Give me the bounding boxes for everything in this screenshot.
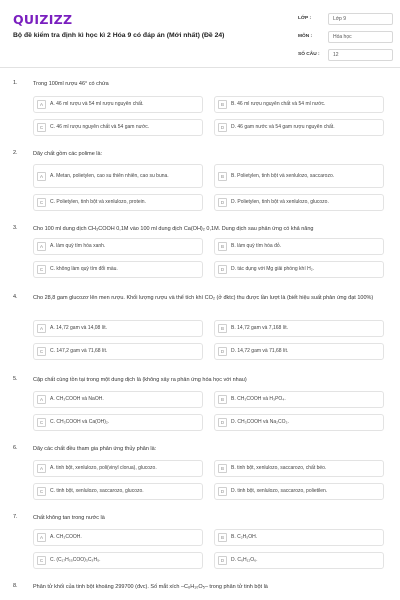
meta-row-subject: [298, 30, 393, 43]
option-a[interactable]: [33, 320, 203, 337]
option-c[interactable]: [33, 343, 203, 360]
option-letter: D: [218, 418, 227, 427]
option-letter: D: [218, 347, 227, 356]
option-c[interactable]: [33, 194, 203, 211]
option-letter: A: [37, 100, 46, 109]
option-text: A. CH₃COOH.: [50, 534, 82, 540]
option-text: D. tinh bột, xenlulozo, saccarozo, polietilen.: [231, 488, 328, 494]
question-text: Cho 28,8 gam glucozơ lên men rượu. Khối lượng rượu và thể tích khí CO₂ (ở đktc) thu được lần lượt là (biết hiệu suất phản ứng đạt 100%): [33, 295, 374, 301]
option-text: D. tác dụng với Mg giải phóng khí H₂.: [231, 266, 315, 272]
question-number: 3.: [13, 225, 18, 231]
option-a[interactable]: [33, 460, 203, 477]
option-letter: D: [218, 265, 227, 274]
question-number: 1.: [13, 80, 18, 86]
option-b[interactable]: [214, 96, 384, 113]
question-text: Dãy các chất đều tham gia phản ứng thủy phân là:: [33, 446, 157, 452]
option-text: B. 14,72 gam và 7,168 lít.: [231, 325, 288, 331]
option-text: A. 14,72 gam và 14,08 lít.: [50, 325, 107, 331]
option-text: B. làm quỳ tím hóa đỏ.: [231, 243, 282, 249]
option-letter: B: [218, 100, 227, 109]
option-text: D. C₆H₁₂O₆.: [231, 557, 258, 563]
option-text: B. C₂H₅OH.: [231, 534, 258, 540]
option-letter: D: [218, 198, 227, 207]
meta-row-count: [298, 48, 393, 61]
option-letter: C: [37, 123, 46, 132]
option-letter: B: [218, 464, 227, 473]
meta-label: SỐ CÂU :: [298, 52, 320, 57]
worksheet-header: [0, 0, 400, 68]
question-number: 4.: [13, 294, 18, 300]
option-text: B. tinh bột, xenlulozo, saccarozo, chất béo.: [231, 465, 327, 471]
option-text: C. tinh bột, xenlulozo, saccarozo, glucozo.: [50, 488, 144, 494]
worksheet-meta: [298, 12, 393, 66]
option-letter: C: [37, 347, 46, 356]
option-text: C. không làm quỳ tím đổi màu.: [50, 266, 118, 272]
option-b[interactable]: [214, 391, 384, 408]
question-number: 5.: [13, 376, 18, 382]
option-text: D. CH₃COOH và Na₂CO₃.: [231, 419, 289, 425]
option-letter: A: [37, 395, 46, 404]
option-text: C. 46 ml rượu nguyên chất và 54 gam nước.: [50, 124, 150, 130]
meta-value-subject: Hóa học: [328, 31, 393, 43]
option-text: B. 46 ml rượu nguyên chất và 54 ml nước.: [231, 101, 326, 107]
option-letter: B: [218, 533, 227, 542]
option-b[interactable]: [214, 164, 384, 188]
meta-value-class: Lớp 9: [328, 13, 393, 25]
option-letter: B: [218, 242, 227, 251]
option-d[interactable]: [214, 194, 384, 211]
option-letter: D: [218, 487, 227, 496]
option-text: D. 14,72 gam và 71,68 lít.: [231, 348, 289, 354]
option-letter: B: [218, 172, 227, 181]
question-text: Cho 100 ml dung dịch CH₃COOH 0,1M vào 100 ml dung dịch Ca(OH)₂ 0,1M. Dung dịch sau phản ứng có khả năng: [33, 226, 314, 232]
meta-label: LỚP :: [298, 16, 312, 21]
option-letter: A: [37, 242, 46, 251]
option-c[interactable]: [33, 552, 203, 569]
question-text: Dãy chất gồm các polime là:: [33, 151, 103, 157]
option-text: B. CH₃COOH và H₃PO₄.: [231, 396, 286, 402]
option-text: C. (C₁₇H₃₅COO)₃C₃H₅.: [50, 557, 101, 563]
meta-row-class: [298, 12, 393, 25]
option-text: A. CH₃COOH và NaOH.: [50, 396, 104, 402]
header-divider: [0, 67, 400, 68]
option-text: D. 46 gam nước và 54 gam rượu nguyên chất.: [231, 124, 335, 130]
option-c[interactable]: [33, 261, 203, 278]
option-text: C. 147,2 gam và 71,68 lít.: [50, 348, 108, 354]
option-letter: C: [37, 265, 46, 274]
option-d[interactable]: [214, 119, 384, 136]
option-text: D. Polietylen, tinh bột và xenlulozo, glucozo.: [231, 199, 329, 205]
option-d[interactable]: [214, 343, 384, 360]
option-letter: D: [218, 123, 227, 132]
option-d[interactable]: [214, 414, 384, 431]
meta-value-count: 12: [328, 49, 393, 61]
option-letter: B: [218, 395, 227, 404]
option-a[interactable]: [33, 164, 203, 188]
option-b[interactable]: [214, 320, 384, 337]
option-text: A. Metan, polietylen, cao su thiên nhiên, cao su buna.: [50, 172, 169, 179]
question-number: 6.: [13, 445, 18, 451]
option-b[interactable]: [214, 529, 384, 546]
question-number: 8.: [13, 583, 18, 589]
question-number: 2.: [13, 150, 18, 156]
question-number: 7.: [13, 514, 18, 520]
option-c[interactable]: [33, 414, 203, 431]
worksheet-title: Bộ đề kiểm tra định kì học kì 2 Hóa 9 có đáp án (Mới nhất) (Đề 24): [13, 32, 225, 39]
option-d[interactable]: [214, 483, 384, 500]
option-letter: A: [37, 464, 46, 473]
option-b[interactable]: [214, 460, 384, 477]
meta-label: MÔN :: [298, 34, 313, 39]
option-d[interactable]: [214, 552, 384, 569]
option-letter: C: [37, 556, 46, 565]
option-text: A. 46 ml rượu và 54 ml rượu nguyên chất.: [50, 101, 144, 107]
question-text: Trong 100ml rượu 46° có chứa: [33, 81, 109, 87]
option-c[interactable]: [33, 119, 203, 136]
option-letter: C: [37, 198, 46, 207]
question-text: Cặp chất cùng tồn tại trong một dung dịch là (không xảy ra phản ứng hóa học với nhau): [33, 377, 247, 383]
option-a[interactable]: [33, 529, 203, 546]
option-b[interactable]: [214, 238, 384, 255]
option-letter: A: [37, 533, 46, 542]
option-letter: A: [37, 172, 46, 181]
option-text: A. làm quỳ tím hóa xanh.: [50, 243, 106, 249]
option-c[interactable]: [33, 483, 203, 500]
option-a[interactable]: [33, 238, 203, 255]
quizizz-logo: QUIZIZZ: [13, 12, 73, 27]
question-text: Phân tử khối của tinh bột khoảng 299700 (đvc). Số mắt xích –C₆H₁₀O₅– trong phân tử tinh bột là: [33, 584, 268, 590]
option-letter: A: [37, 324, 46, 333]
option-text: B. Polietylen, tinh bột và xenlulozo, saccarozo.: [231, 172, 335, 179]
option-letter: B: [218, 324, 227, 333]
option-text: C. Polietylen, tinh bột và xenlulozo, protein.: [50, 199, 146, 205]
option-d[interactable]: [214, 261, 384, 278]
option-letter: C: [37, 487, 46, 496]
question-text: Chất không tan trong nước là: [33, 515, 105, 521]
option-letter: D: [218, 556, 227, 565]
option-a[interactable]: [33, 96, 203, 113]
option-text: C. CH₃COOH và Ca(OH)₂.: [50, 419, 110, 425]
option-text: A. tinh bột, xenlulozo, poli(vinyl clorua), glucozo.: [50, 465, 157, 471]
option-a[interactable]: [33, 391, 203, 408]
option-letter: C: [37, 418, 46, 427]
